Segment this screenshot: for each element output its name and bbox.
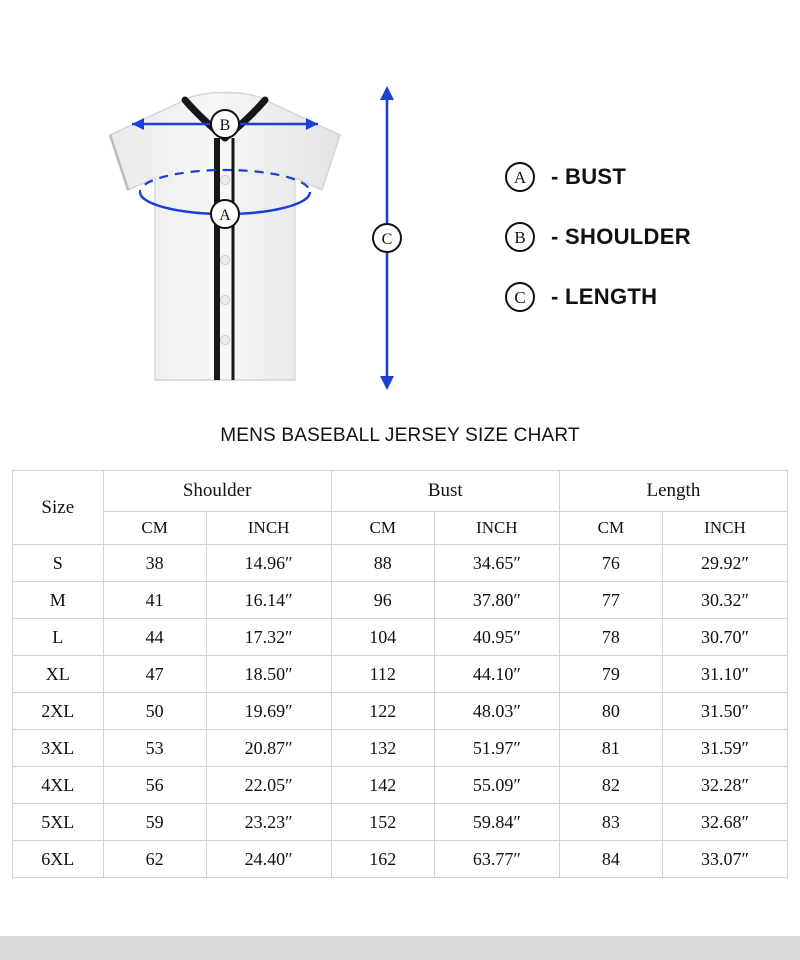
- cell-shoulder-inch: 22.05″: [206, 767, 331, 804]
- legend-item-shoulder: [505, 220, 785, 254]
- cell-bust-inch: 59.84″: [434, 804, 559, 841]
- table-row: [13, 841, 788, 878]
- cell-shoulder-cm: 38: [103, 545, 206, 582]
- cell-length-inch: 29.92″: [662, 545, 787, 582]
- cell-size: XL: [13, 656, 104, 693]
- cell-bust-inch: 37.80″: [434, 582, 559, 619]
- cell-shoulder-cm: 47: [103, 656, 206, 693]
- legend-marker-b-icon: B: [505, 222, 535, 252]
- cell-shoulder-inch: 14.96″: [206, 545, 331, 582]
- cell-size: 6XL: [13, 841, 104, 878]
- length-arrow: [355, 78, 445, 398]
- legend-label-length: - LENGTH: [551, 284, 658, 309]
- footer-band: [0, 936, 800, 960]
- legend-marker-c-icon: C: [505, 282, 535, 312]
- cell-size: S: [13, 545, 104, 582]
- cell-length-inch: 33.07″: [662, 841, 787, 878]
- chart-title: MENS BASEBALL JERSEY SIZE CHART: [220, 425, 580, 446]
- cell-bust-cm: 142: [331, 767, 434, 804]
- legend-marker-a-icon: A: [505, 162, 535, 192]
- cell-length-inch: 31.50″: [662, 693, 787, 730]
- cell-shoulder-inch: 17.32″: [206, 619, 331, 656]
- header-bust: Bust: [331, 471, 559, 512]
- legend-item-length: [505, 280, 785, 314]
- cell-shoulder-inch: 24.40″: [206, 841, 331, 878]
- header-shoulder-inch: INCH: [206, 512, 331, 545]
- cell-length-inch: 30.32″: [662, 582, 787, 619]
- jersey-svg: [90, 80, 360, 390]
- cell-length-cm: 80: [559, 693, 662, 730]
- cell-bust-cm: 152: [331, 804, 434, 841]
- header-length-cm: CM: [559, 512, 662, 545]
- cell-length-cm: 76: [559, 545, 662, 582]
- cell-size: L: [13, 619, 104, 656]
- legend-item-bust: [505, 160, 785, 194]
- header-length: Length: [559, 471, 787, 512]
- cell-bust-cm: 88: [331, 545, 434, 582]
- cell-length-inch: 32.68″: [662, 804, 787, 841]
- cell-bust-inch: 34.65″: [434, 545, 559, 582]
- cell-bust-inch: 44.10″: [434, 656, 559, 693]
- cell-size: 2XL: [13, 693, 104, 730]
- cell-bust-inch: 51.97″: [434, 730, 559, 767]
- cell-shoulder-cm: 53: [103, 730, 206, 767]
- cell-length-cm: 81: [559, 730, 662, 767]
- header-bust-cm: CM: [331, 512, 434, 545]
- cell-shoulder-cm: 41: [103, 582, 206, 619]
- cell-bust-inch: 48.03″: [434, 693, 559, 730]
- table-row: [13, 767, 788, 804]
- jersey-image: [90, 80, 360, 390]
- size-chart-table: [12, 470, 788, 878]
- table-row: [13, 545, 788, 582]
- cell-shoulder-cm: 44: [103, 619, 206, 656]
- cell-length-inch: 31.59″: [662, 730, 787, 767]
- table-body: [13, 545, 788, 878]
- cell-length-inch: 30.70″: [662, 619, 787, 656]
- table-row: [13, 656, 788, 693]
- cell-bust-inch: 40.95″: [434, 619, 559, 656]
- table-row: [13, 804, 788, 841]
- cell-length-cm: 77: [559, 582, 662, 619]
- cell-bust-cm: 162: [331, 841, 434, 878]
- cell-bust-cm: 96: [331, 582, 434, 619]
- cell-shoulder-inch: 18.50″: [206, 656, 331, 693]
- cell-shoulder-cm: 59: [103, 804, 206, 841]
- table-group-header-row: [13, 471, 788, 512]
- cell-length-inch: 32.28″: [662, 767, 787, 804]
- header-bust-inch: INCH: [434, 512, 559, 545]
- cell-shoulder-cm: 62: [103, 841, 206, 878]
- legend-label-shoulder: - SHOULDER: [551, 224, 691, 249]
- svg-text:C: C: [381, 231, 393, 248]
- cell-bust-cm: 132: [331, 730, 434, 767]
- cell-length-inch: 31.10″: [662, 656, 787, 693]
- cell-bust-cm: 112: [331, 656, 434, 693]
- cell-shoulder-cm: 50: [103, 693, 206, 730]
- cell-size: 5XL: [13, 804, 104, 841]
- cell-bust-inch: 55.09″: [434, 767, 559, 804]
- table-row: [13, 619, 788, 656]
- cell-shoulder-inch: 20.87″: [206, 730, 331, 767]
- cell-length-cm: 78: [559, 619, 662, 656]
- cell-length-cm: 83: [559, 804, 662, 841]
- header-shoulder: Shoulder: [103, 471, 331, 512]
- cell-shoulder-inch: 16.14″: [206, 582, 331, 619]
- cell-length-cm: 84: [559, 841, 662, 878]
- cell-length-cm: 82: [559, 767, 662, 804]
- svg-text:B: B: [219, 117, 231, 134]
- table-row: [13, 730, 788, 767]
- cell-shoulder-inch: 23.23″: [206, 804, 331, 841]
- cell-bust-cm: 122: [331, 693, 434, 730]
- svg-text:A: A: [219, 207, 231, 224]
- cell-shoulder-cm: 56: [103, 767, 206, 804]
- cell-bust-cm: 104: [331, 619, 434, 656]
- table-unit-header-row: [13, 512, 788, 545]
- cell-size: 4XL: [13, 767, 104, 804]
- cell-shoulder-inch: 19.69″: [206, 693, 331, 730]
- cell-bust-inch: 63.77″: [434, 841, 559, 878]
- table-row: [13, 693, 788, 730]
- cell-size: M: [13, 582, 104, 619]
- cell-size: 3XL: [13, 730, 104, 767]
- header-shoulder-cm: CM: [103, 512, 206, 545]
- header-length-inch: INCH: [662, 512, 787, 545]
- table-row: [13, 582, 788, 619]
- jersey-illustration: [0, 0, 800, 410]
- cell-length-cm: 79: [559, 656, 662, 693]
- table-head: [13, 471, 788, 545]
- legend-label-bust: - BUST: [551, 164, 627, 189]
- header-size: Size: [13, 471, 104, 545]
- legend: [505, 160, 785, 340]
